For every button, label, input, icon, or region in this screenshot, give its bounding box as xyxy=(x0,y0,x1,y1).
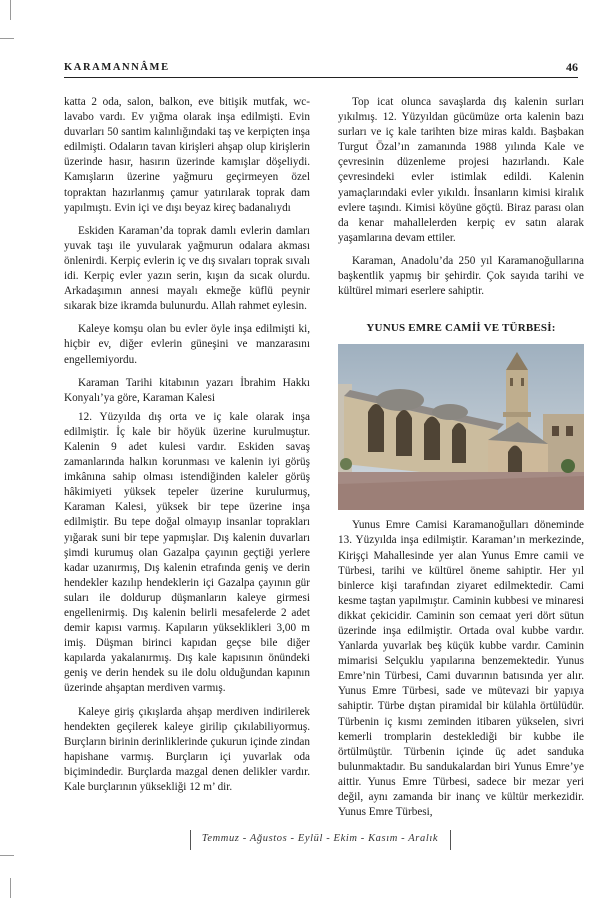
section-title: YUNUS EMRE CAMİİ VE TÜRBESİ: xyxy=(366,322,556,335)
mosque-illustration xyxy=(338,344,584,510)
paragraph: Kaleye komşu olan bu evler öyle inşa edilmişti ki, hiçbir ev, diğer evlerin güneşini ve manzarasını engellemiyordu. xyxy=(64,323,310,366)
left-column xyxy=(64,95,310,803)
header-rule xyxy=(64,77,578,78)
paragraph: Karaman, Anadolu’da 250 yıl Karamanoğullarına başkentlik yapmış bir şehirdir. Çok sayıda tarihi ve kültürel mimari eserlere sahiptir. xyxy=(338,254,584,298)
page-number: 46 xyxy=(566,60,578,74)
paragraph: Yunus Emre Camisi Karamanoğulları döneminde 13. Yüzyılda inşa edilmiştir. Karaman’ın merkezinde, Kirişçi Mahallesinde yer alan Yunus Emre camii ve Türbesi, tarihi ve kültürel öneme sahiptir. Her yıl binlerce kişi tarafından ziyaret edilmektedir. Cami kesme taştan yapılmıştır. Caminin kubbesi ve minaresi dikkat çekicidir. Caminin son cemaat yeri dört sütun üzerinde inşa edilmiştir. Ortada oval kubbe vardır. Yanlarda yuvarlak beş küçük kubbe vardır. Caminin mimarisi Selçuklu yapılarına benzemektedir. Yunus Emre’nin Türbesi, Cami duvarının batısında yer alır. Yunus Emre Türbesi, sade ve mütevazi bir yapıya sahiptir. Türbe dıştan piramidal bir külahla örtülüdür. Türbenin iç kısmı zeminden itibaren yükselen, sivri kemerli tromplarin desteklediği bir kubbe ile örtülmüştür. Türbenin içinde üç adet sanduka bulunmaktadır. Bu sandukalardan biri Yunus Emre’ye aittir. Yunus Emre Türbesi, sadece bir mezar yeri değil, aynı zamanda bir inanç ve kültür merkezidir. Yunus Emre Türbesi, xyxy=(338,519,584,819)
paragraph: katta 2 oda, salon, balkon, eve bitişik mutfak, wc-lavabo vardı. Ev yığma olarak inşa edilmişti. Evin duvarları 50 santim kalınlığındaki taş ve kerpiçten inşa edilmişti. Odaların tavan kirişleri ahşap olup kirişlerin üzerinde hasır, hasırın üzerinde kamışlar döşeliydi. Kamışların üzerine yağmuru geçirmeyen özel topraktan hazırlanmış çamur yatırılarak toprak dam yapılmıştı. Evin içi ve dışı beyaz kireç badanalıydı xyxy=(64,96,310,214)
crop-mark xyxy=(10,0,11,20)
crop-mark xyxy=(0,38,14,39)
mosque-photo xyxy=(338,344,584,510)
right-column xyxy=(338,95,584,828)
paragraph: Karaman Tarihi kitabının yazarı İbrahim Hakkı Konyalı’ya göre, Karaman Kalesi xyxy=(64,376,310,404)
paragraph: 12. Yüzyılda dış orta ve iç kale olarak inşa edilmiştir. İç kale bir höyük üzerine kurulmuştur. Kalenin 9 adet kulesi vardır. Eskiden savaş zamanlarında halkın korunması ve kalenin iyi görüş imkânına sahip olması istendiğinden kaleler görüş hâkimiyeti yüksek tepeler üzerine kurulurmuş, Karaman Kalesi, yüksek bir tepe üzerine inşa edilmiştir. Bu tepe doğal olmayıp insanlar toprakları yığarak suni bir tepe yapmışlar. Dış kalenin duvarları şimdi kurumuş olan Gazalpa çayının geçtiği yerlere kadar uzanırmış, Dış kalenin etrafında geniş ve derin hendekler kazılıp hendeklerin içi Gazalpa çayının gür suları ile doldurup düşmanların kaleye girmesi engellenirmiş. Dış kalenin belirli mesafelerde 2 adet demir kapısı varmış. Kapıların yükseklikleri 3,00 m imiş. Düşman birinci kapıdan geçse bile diğer kapılarda yakalanırmış. Dış kale kapısının önündeki geniş ve derin hendek su ile dolu olduğundan kapının üzerinde ahşaptan merdiven varmış. xyxy=(64,410,310,695)
paragraph: Kaleye giriş çıkışlarda ahşap merdiven indirilerek hendekten geçilerek kaleye girilip çıkılabiliyormuş. Burçların birinin derinliklerinde çukurun içinde zindan hapishane varmış. Burçların içi yuvarlak oda biçimindedir. Burçlarda mazgal denen delikler vardır. Kale burçlarının yüksekliği 12 m’ dir. xyxy=(64,705,310,794)
paragraph: Eskiden Karaman’da toprak damlı evlerin damları yuvak taşı ile yuvularak yağmurun odalara akması önlenirdi. Kerpiç evlerin iç ve dış sıvaları toprak sıvalı idi. Kerpiç evler yazın serin, kışın da sıcak olurdu. Arkadaşımın annesi mayalı ekmeğe küflü peynir sıkarak bize ikramda bulunurdu. Allah rahmet eylesin. xyxy=(64,224,310,313)
crop-mark xyxy=(0,855,14,856)
crop-mark xyxy=(10,878,11,898)
footer-text: Temmuz - Ağustos - Eylül - Ekim - Kasım - Aralık xyxy=(201,833,439,844)
journal-title: KARAMANNÂME xyxy=(64,62,170,73)
footer-divider xyxy=(450,830,451,850)
page-footer xyxy=(190,830,450,850)
paragraph: Top icat olunca savaşlarda dış kalenin surları yıkılmış. 12. Yüzyıldan gücümüze orta kalenin bazı surları ve iç kale tarihten bize miras kaldı. Başbakan Turgut Özal’ın zamanında 1988 yılında Kale ve çevresinin düzenleme projesi hazırlandı. Kale çevresindeki evler istimlak edildi. Kalenin yamaçlarındaki evler yıkıldı. İnsanların kimisi kiralık evlere taşındı. Kimisi köyüne göçtü. Biraz parası olan da kenar mahallelerden kerpiç ev satın alarak yaşamlarına devam ettiler. xyxy=(338,96,584,244)
page-header xyxy=(64,62,578,78)
